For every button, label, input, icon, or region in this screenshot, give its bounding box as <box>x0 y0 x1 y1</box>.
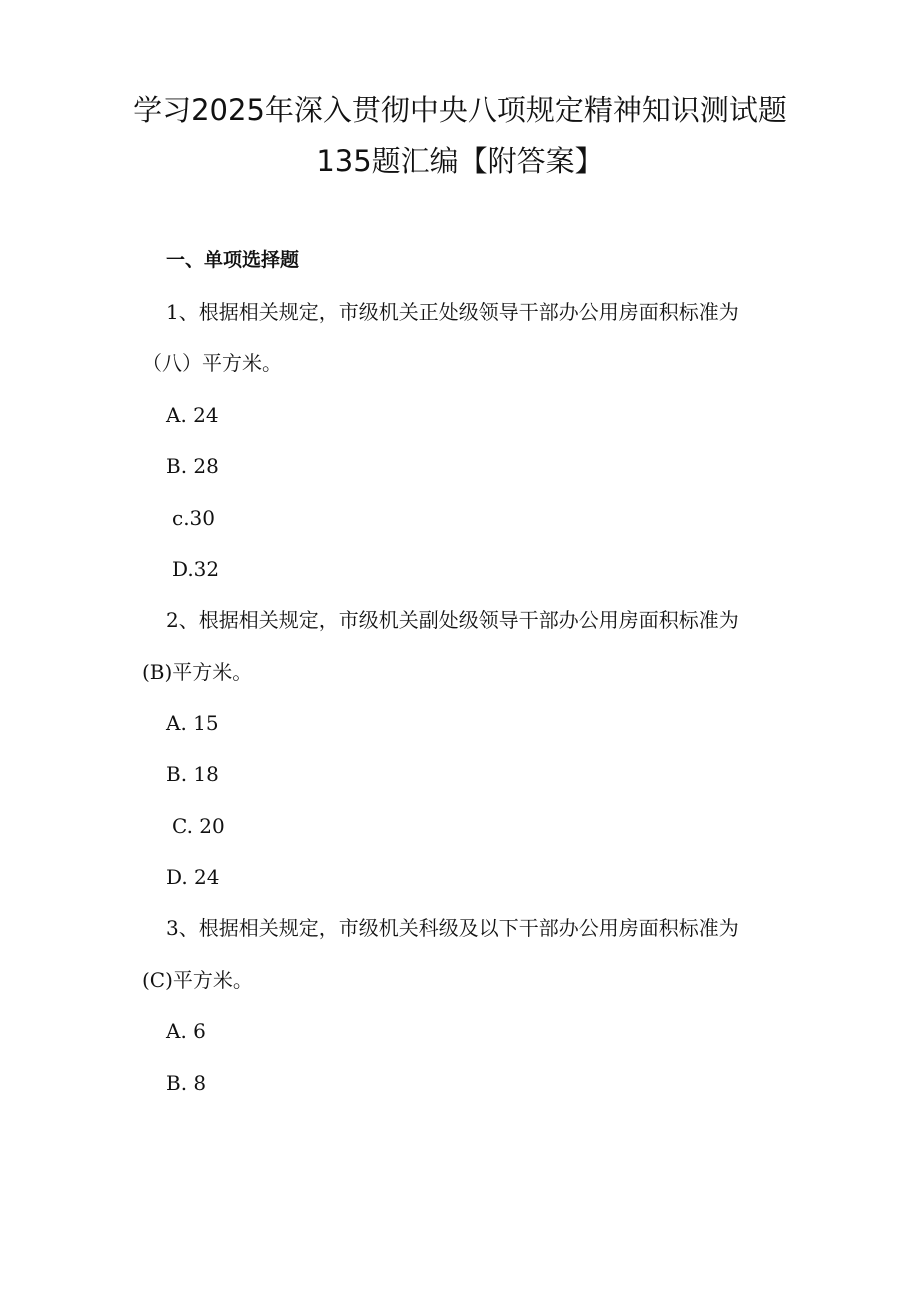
question-1-option-a: A. 24 <box>166 403 219 427</box>
question-3-stem-line-1: 3、根据相关规定，市级机关科级及以下干部办公用房面积标准为 <box>166 916 739 940</box>
question-2-stem-line-1: 2、根据相关规定，市级机关副处级领导干部办公用房面积标准为 <box>166 608 739 632</box>
section-heading: 一、单项选择题 <box>166 249 300 271</box>
question-1-option-b: B. 28 <box>166 454 219 478</box>
question-1-option-c: c.30 <box>172 506 216 530</box>
question-3-option-b: B. 8 <box>166 1071 207 1095</box>
question-1-stem-line-2: （八）平方米。 <box>142 351 282 375</box>
question-2-stem-line-2: (B)平方米。 <box>142 660 253 684</box>
question-2-option-d: D. 24 <box>166 865 220 889</box>
question-1-stem-line-1: 1、根据相关规定，市级机关正处级领导干部办公用房面积标准为 <box>166 300 739 324</box>
document-title-line-2: 135题汇编【附答案】 <box>316 144 604 178</box>
question-2-option-c: C. 20 <box>172 814 225 838</box>
question-3-stem-line-2: (C)平方米。 <box>142 968 253 992</box>
question-1-option-d: D.32 <box>172 557 220 581</box>
question-3-option-a: A. 6 <box>166 1019 206 1043</box>
question-2-option-a: A. 15 <box>166 711 219 735</box>
document-title-line-1: 学习2025年深入贯彻中央八项规定精神知识测试题 <box>133 93 787 127</box>
question-2-option-b: B. 18 <box>166 762 219 786</box>
